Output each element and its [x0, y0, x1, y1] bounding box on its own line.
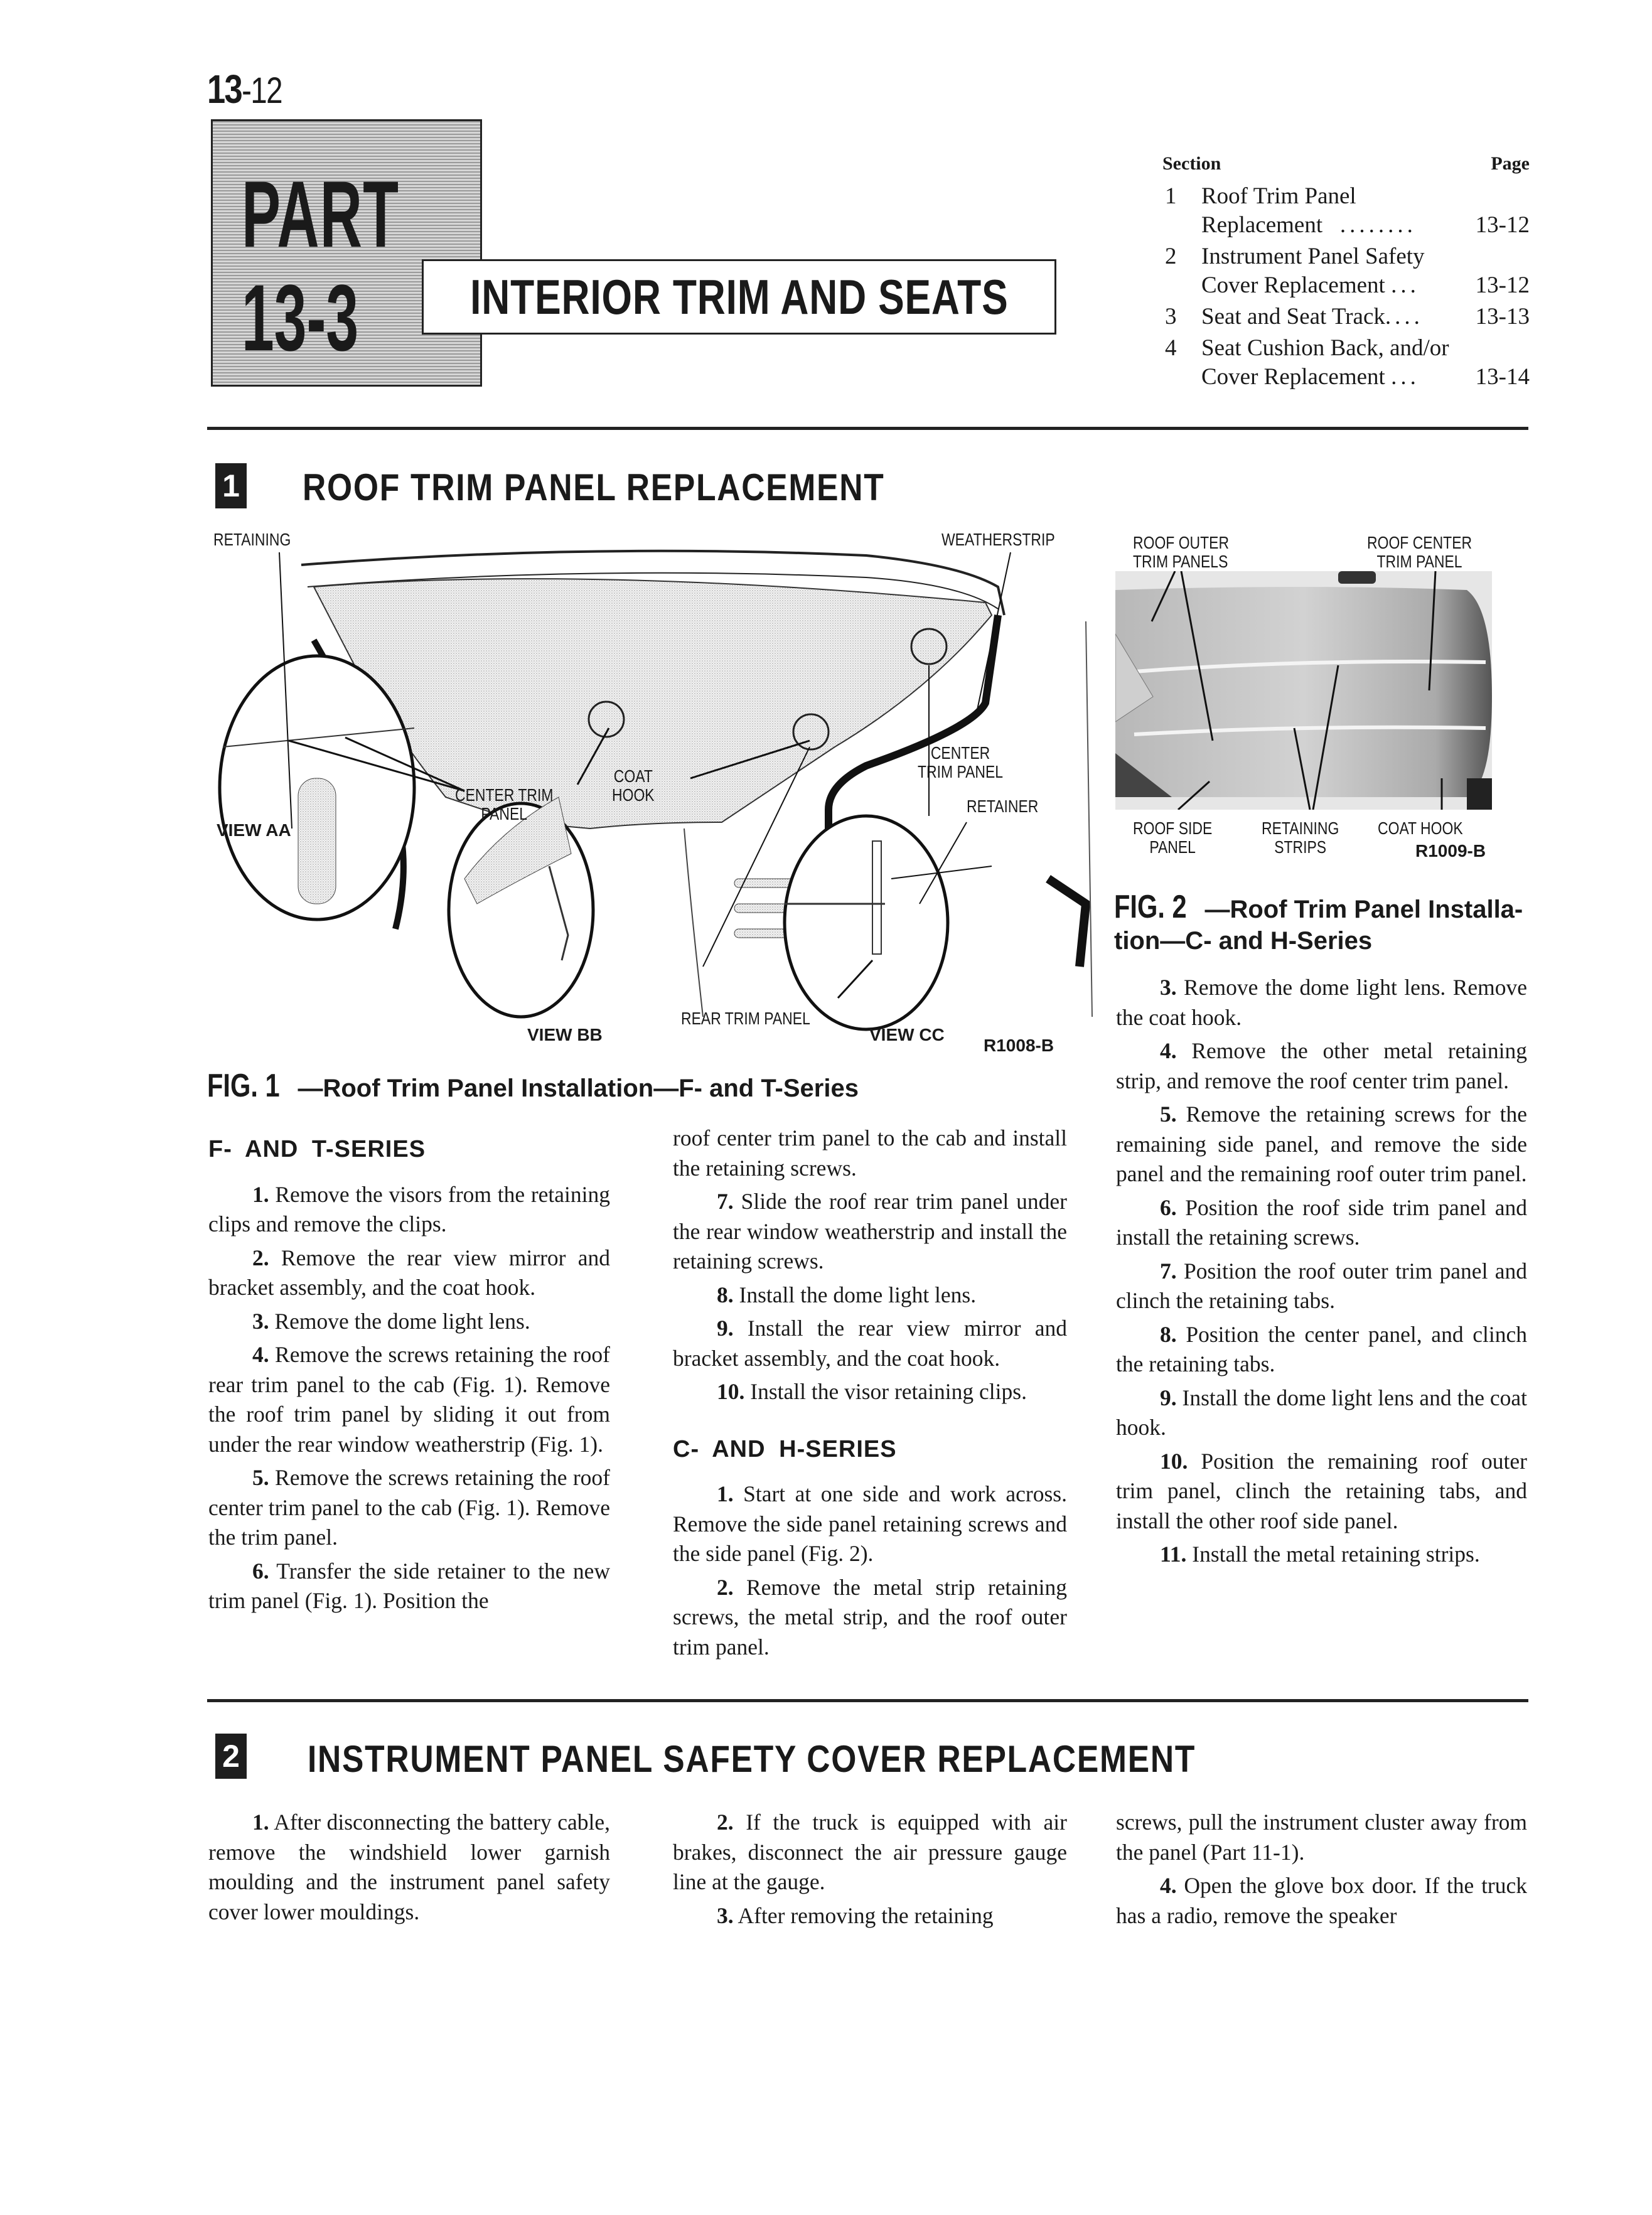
- label-coat-hook-fig2: COAT HOOK: [1378, 818, 1463, 838]
- part-title-box: [422, 259, 1056, 335]
- toc-header-section: Section: [1162, 153, 1221, 174]
- figure-number: FIG. 1: [207, 1068, 280, 1104]
- column-1: [208, 1135, 610, 1620]
- toc-dots: ....: [1385, 304, 1424, 330]
- toc-entry-title-cont: Cover Replacement: [1201, 272, 1385, 298]
- page-number: [207, 66, 282, 112]
- step-continued: roof center trim panel to the cab and install the retaining screws.: [673, 1125, 1067, 1181]
- figure-1-caption: [207, 1067, 859, 1105]
- divider-rule: [207, 1699, 1528, 1702]
- step: 9. Install the rear view mirror and bracket assembly, and the coat hook.: [673, 1316, 1068, 1371]
- toc-entry-page: 13-12: [1475, 212, 1530, 238]
- step: 10. Install the visor retaining clips.: [717, 1379, 1027, 1404]
- toc-entry-index: 2: [1165, 244, 1177, 269]
- label-roof-outer-trim-panels: ROOF OUTER TRIM PANELS: [1133, 533, 1230, 571]
- toc-entry-title: Instrument Panel Safety: [1201, 244, 1425, 269]
- page-number-chapter: 13: [207, 67, 242, 112]
- part-number: 13-3: [242, 265, 359, 370]
- toc-entry[interactable]: [1162, 182, 1530, 240]
- roof-interior-photo-icon: [1115, 571, 1492, 810]
- toc-dots: ........: [1339, 212, 1417, 238]
- page-number-page: -12: [242, 70, 282, 111]
- step: 8. Install the dome light lens.: [717, 1282, 977, 1307]
- toc-entry-page: 13-12: [1475, 272, 1530, 298]
- toc-entry[interactable]: [1162, 242, 1530, 300]
- toc-entry-title: Seat Cushion Back, and/or: [1201, 335, 1449, 361]
- label-coat-hook: COAT HOOK: [612, 766, 655, 805]
- section2-column-1: [208, 1808, 610, 1931]
- column-3: [1116, 973, 1527, 1574]
- toc-dots: ...: [1391, 272, 1420, 298]
- label-roof-center-trim-panel: ROOF CENTER TRIM PANEL: [1367, 533, 1472, 571]
- toc-header: [1162, 149, 1530, 178]
- label-view-cc: VIEW CC: [869, 1025, 945, 1044]
- section-title: ROOF TRIM PANEL REPLACEMENT: [303, 466, 885, 508]
- toc-entry-page: 13-13: [1475, 304, 1530, 330]
- step: 8. Position the center panel, and clinch the retaining tabs.: [1116, 1321, 1527, 1376]
- divider-rule: [207, 427, 1528, 430]
- step: 7. Slide the roof rear trim panel under the rear window weatherstrip and install the retaining screws.: [673, 1189, 1068, 1274]
- step: 10. Position the remaining roof outer trim panel, clinch the retaining tabs, and install the other roof side panel.: [1116, 1448, 1527, 1533]
- label-center-trim-panel-left: CENTER TRIM PANEL: [455, 785, 554, 823]
- toc-entry-index: 3: [1165, 304, 1177, 330]
- label-retaining: RETAINING: [213, 530, 291, 549]
- label-view-aa: VIEW AA: [217, 820, 291, 840]
- step: 1. Remove the visors from the retaining clips and remove the clips.: [208, 1181, 611, 1236]
- section-number-badge: 1: [215, 463, 247, 508]
- step: 3. Remove the dome light lens.: [252, 1308, 530, 1334]
- figure-caption-text: —Roof Trim Panel Installation—F- and T-Series: [298, 1075, 859, 1102]
- toc-entry-title-cont: Replacement: [1201, 212, 1323, 238]
- figure-2-caption: [1114, 891, 1523, 957]
- step-continued: screws, pull the instrument cluster away from the panel (Part 11-1).: [1116, 1810, 1527, 1865]
- section-number-badge: 2: [215, 1734, 247, 1779]
- subheading-f-t-series: F- AND T-SERIES: [208, 1136, 426, 1162]
- subheading-c-h-series: C- AND H-SERIES: [673, 1435, 897, 1462]
- column-2: [673, 1124, 1067, 1666]
- step: 5. Remove the retaining screws for the remaining side panel, and remove the side panel and the remaining roof outer trim panel.: [1116, 1102, 1527, 1186]
- step: 2. If the truck is equipped with air brakes, disconnect the air pressure gauge line at the gauge.: [673, 1810, 1067, 1894]
- figure-code: R1008-B: [984, 1036, 1054, 1055]
- section2-column-2: [673, 1808, 1067, 1934]
- step: 6. Position the roof side trim panel and install the retaining screws.: [1116, 1194, 1528, 1250]
- label-retaining-strips: RETAINING STRIPS: [1262, 818, 1339, 857]
- step: 3. After removing the retaining: [717, 1902, 994, 1928]
- toc-entry-title-cont: Cover Replacement: [1201, 364, 1385, 390]
- step: 4. Remove the other metal retaining strip, and remove the roof center trim panel.: [1116, 1038, 1527, 1093]
- step: 5. Remove the screws retaining the roof center trim panel to the cab (Fig. 1). Remove the trim panel.: [208, 1465, 611, 1550]
- step: 7. Position the roof outer trim panel and clinch the retaining tabs.: [1116, 1258, 1528, 1313]
- toc-entry-title: Seat and Seat Track: [1201, 304, 1385, 330]
- label-retainer: RETAINER: [967, 796, 1039, 816]
- step: 1. After disconnecting the battery cable, remove the windshield lower garnish moulding and the instrument panel safety cover lower mouldings.: [208, 1810, 611, 1924]
- toc-entry-page: 13-14: [1475, 364, 1530, 390]
- label-view-bb: VIEW BB: [527, 1025, 603, 1044]
- figure-number: FIG. 2: [1114, 889, 1187, 925]
- step: 4. Open the glove box door. If the truck has a radio, remove the speaker: [1116, 1873, 1528, 1928]
- figure-2-photo: [1115, 571, 1492, 810]
- toc-entry[interactable]: [1162, 303, 1530, 331]
- step: 6. Transfer the side retainer to the new trim panel (Fig. 1). Position the: [208, 1558, 610, 1613]
- step: 2. Remove the metal strip retaining screws, the metal strip, and the roof outer trim panel.: [673, 1574, 1067, 1660]
- step: 11. Install the metal retaining strips.: [1160, 1542, 1480, 1567]
- section-title: INSTRUMENT PANEL SAFETY COVER REPLACEMENT: [308, 1738, 1196, 1780]
- toc-header-page: Page: [1491, 153, 1530, 174]
- toc-entry-index: 1: [1165, 183, 1177, 209]
- toc-dots: ...: [1391, 364, 1420, 390]
- toc-entry[interactable]: [1162, 334, 1530, 392]
- step: 3. Remove the dome light lens. Remove the coat hook.: [1116, 975, 1528, 1030]
- part-label: PART: [242, 161, 400, 267]
- figure-2-code: R1009-B: [1415, 841, 1486, 861]
- label-rear-trim-panel: REAR TRIM PANEL: [681, 1009, 810, 1028]
- part-title: INTERIOR TRIM AND SEATS: [469, 269, 1009, 324]
- step: 2. Remove the rear view mirror and bracket assembly, and the coat hook.: [208, 1245, 610, 1300]
- step: 9. Install the dome light lens and the coat hook.: [1116, 1385, 1527, 1440]
- label-roof-side-panel: ROOF SIDE PANEL: [1133, 818, 1213, 857]
- table-of-contents: [1162, 149, 1530, 394]
- step: 4. Remove the screws retaining the roof rear trim panel to the cab (Fig. 1). Remove the roof trim panel by sliding it out from under the rear window weatherstrip (Fig. 1).: [208, 1342, 611, 1457]
- label-center-trim-panel-right: CENTER TRIM PANEL: [918, 743, 1004, 781]
- toc-entry-title: Roof Trim Panel: [1201, 183, 1356, 209]
- toc-entry-index: 4: [1165, 335, 1177, 361]
- figure-caption-text-cont: tion—C- and H-Series: [1114, 927, 1373, 955]
- step: 1. Start at one side and work across. Remove the side panel retaining screws and the side panel (Fig. 2).: [673, 1481, 1067, 1566]
- section2-column-3: [1116, 1808, 1527, 1934]
- label-weatherstrip: WEATHERSTRIP: [941, 530, 1055, 549]
- figure-caption-text: —Roof Trim Panel Installa-: [1204, 896, 1523, 923]
